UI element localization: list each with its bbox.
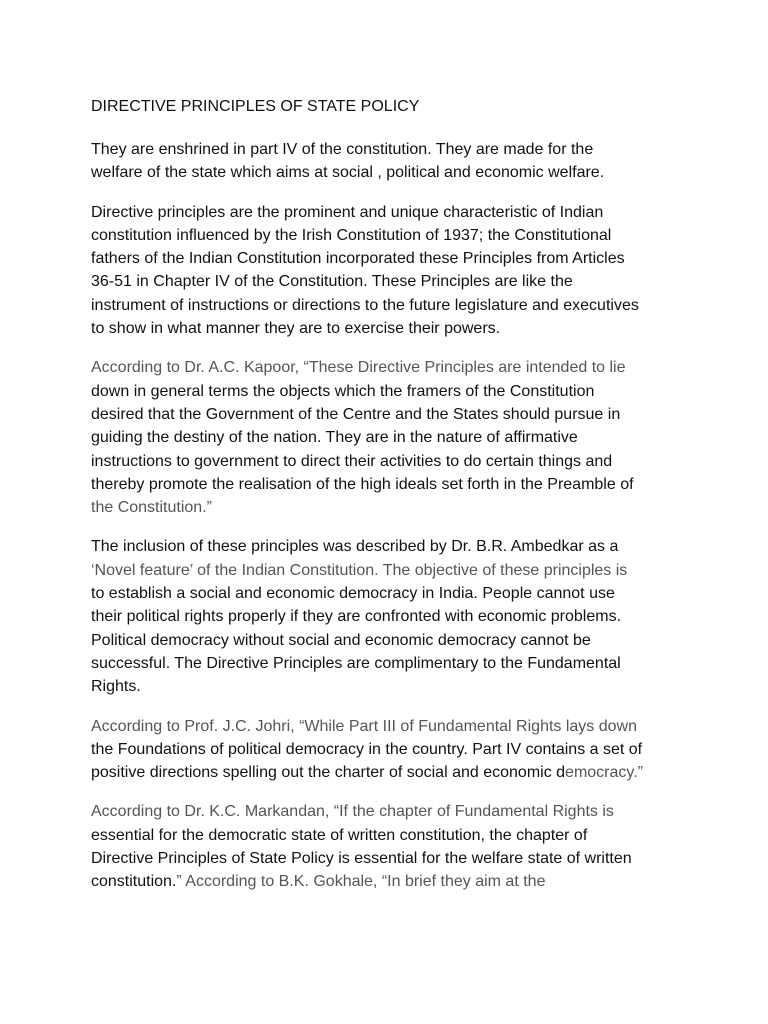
ambedkar-novel-feature: ‘Novel feature’ of the Indian Constitution. The objective of these principles is [91,561,628,579]
gokhale-quote-lead: ” According to B.K. Gokhale, “In brief they aim at the [176,873,546,891]
paragraph-kapoor-quote [91,356,691,519]
kapoor-quote-lead: According to Dr. A.C. Kapoor, “These Directive Principles are intended to lie [91,359,626,377]
markandan-quote-lead: According to Dr. K.C. Markandan, “If the chapter of Fundamental Rights is [91,803,614,821]
johri-quote-body: the Foundations of political democracy in the country. Part IV contains a set of positive directions spelling out the charter of social and economic d [91,740,643,782]
ambedkar-body: to establish a social and economic democracy in India. People cannot use their political rights properly if they are confronted with economic problems. Political democracy without social and economic democracy cannot be successful. The Directive Principles are complimentary to the Fundamental Rights. [91,585,622,696]
paragraph-directive-principles: Directive principles are the prominent and unique characteristic of Indian constitution influenced by the Irish Constitution of 1937; the Constitutional fathers of the Indian Constitution incorporated these Principles from Articles 36-51 in Chapter IV of the Constitution. These Principles are like the instrument of instructions or directions to the future legislature and executives to show in what manner they are to exercise their powers. [91,203,639,338]
johri-quote-tail: emocracy.” [565,764,643,782]
document-title: DIRECTIVE PRINCIPLES OF STATE POLICY [91,98,420,115]
kapoor-quote-tail: the Constitution.” [91,499,212,517]
paragraph-part-iv: They are enshrined in part IV of the constitution. They are made for the welfare of the state which aims at social , political and economic welfare. [91,141,605,182]
document-page [91,96,691,910]
markandan-quote-body: essential for the democratic state of written constitution, the chapter of Directive Principles of State Policy is essential for the welfare state of written constitution. [91,826,632,891]
paragraph-markandan-quote [91,800,691,893]
ambedkar-lead: The inclusion of these principles was described by Dr. B.R. Ambedkar as a [91,538,619,556]
johri-quote-lead: According to Prof. J.C. Johri, “While Part III of Fundamental Rights lays down [91,717,637,735]
paragraph-ambedkar [91,535,691,698]
paragraph-johri-quote [91,715,691,785]
kapoor-quote-body: down in general terms the objects which the framers of the Constitution desired that the Government of the Centre and the States should pursue in guiding the destiny of the nation. They are in the nature of affirmative instructions to government to direct their activities to do certain things and thereby promote the realisation of the high ideals set forth in the Preamble of [91,382,634,493]
